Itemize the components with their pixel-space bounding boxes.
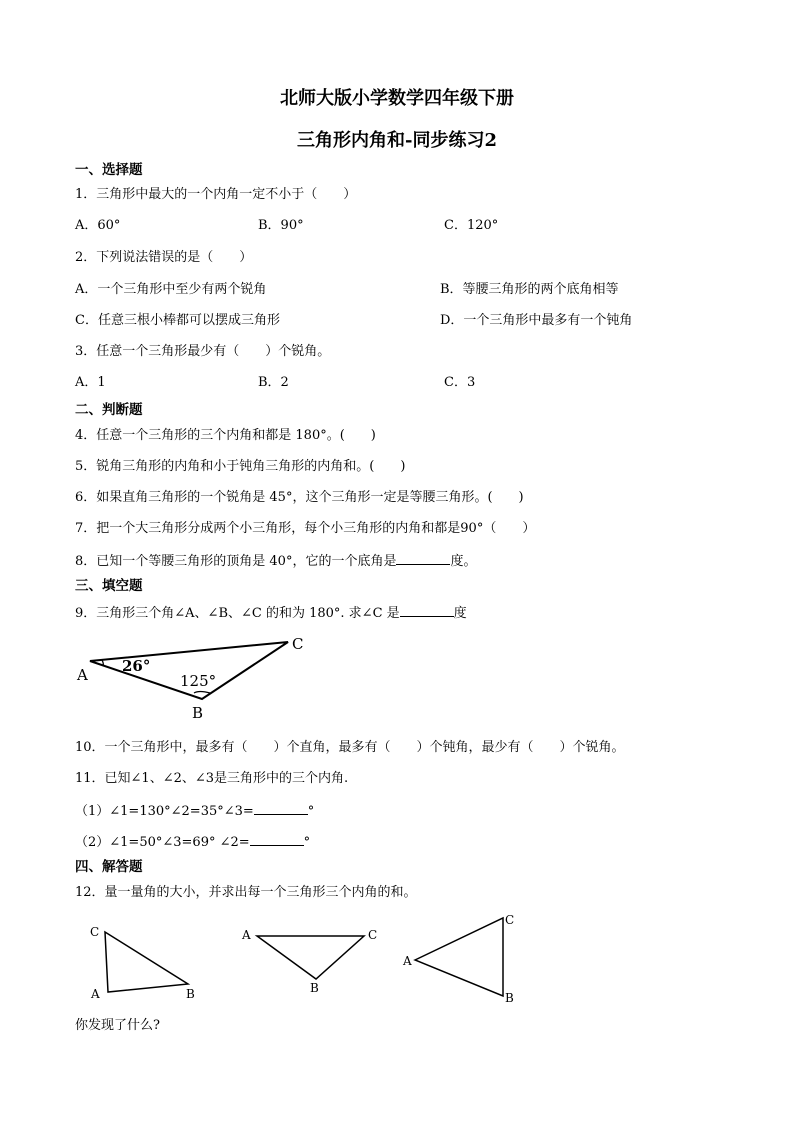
q8 [75,552,476,570]
q12-t1-label-b: B [186,987,195,1001]
q9-triangle-figure [70,630,320,725]
section-choice: 一、选择题 [75,162,143,178]
q11-stem: 11．已知∠1、∠2、∠3是三角形中的三个内角. [75,771,349,786]
q11-part1 [75,802,314,820]
q12-t3-label-c: C [505,913,515,927]
q8-blank[interactable] [396,552,450,565]
q12-t3-label-b: B [505,991,514,1005]
q12-triangle-3 [415,918,503,996]
q11-part2-blank[interactable] [250,833,304,846]
q9-blank[interactable] [400,604,454,617]
q5: 5．锐角三角形的内角和小于钝角三角形的内角和。( ) [75,459,406,474]
q9 [75,604,467,622]
q2-option-d: D．一个三角形中最多有一个钝角 [440,313,633,328]
q12-t2-label-b: B [310,981,319,995]
q12-t1-label-c: C [90,925,100,939]
q1-option-c: C．120° [444,218,499,233]
q12-t3-label-a: A [403,954,412,968]
q1-stem: 1．三角形中最大的一个内角一定不小于（ ） [75,187,357,202]
q9-label-c: C [292,635,304,653]
q4: 4．任意一个三角形的三个内角和都是 180°。( ) [75,428,376,443]
section-judge: 二、判断题 [75,402,143,418]
q12-triangle-1 [105,932,188,992]
q12-t2-label-c: C [368,928,378,942]
q11-part1-blank[interactable] [254,802,308,815]
q9-angle-b-label: 125° [180,672,217,690]
q10: 10．一个三角形中，最多有（ ）个直角，最多有（ ）个钝角，最少有（ ）个锐角。 [75,740,625,755]
q11-part1-text: （1）∠1=130°∠2=35°∠3= [75,804,254,819]
q9-text: 9．三角形三个角∠A、∠B、∠C 的和为 180°. 求∠C 是 [75,606,400,621]
q12-stem: 12．量一量角的大小，并求出每一个三角形三个内角的和。 [75,885,417,900]
q8-unit: 度。 [450,554,477,569]
doc-title: 北师大版小学数学四年级下册 [280,88,514,109]
q9-angle-b-arc [194,692,210,694]
section-solve: 四、解答题 [75,859,143,875]
q9-angle-a-label: 26° [122,657,151,675]
q9-label-b: B [192,704,204,722]
q2-option-a: A．一个三角形中至少有两个锐角 [75,282,267,297]
q12-t1-label-a: A [91,987,100,1001]
q3-stem: 3．任意一个三角形最少有（ ）个锐角。 [75,344,331,359]
q11-part2-text: （2）∠1=50°∠3=69° ∠2= [75,835,250,850]
q11-part2 [75,833,310,851]
q2-option-c: C．任意三根小棒都可以摆成三角形 [75,313,280,328]
q12-t2-label-a: A [242,928,251,942]
q1-option-b: B．90° [258,218,304,233]
q9-triangle [90,642,288,699]
q11-part2-unit: ° [303,835,311,850]
q2-option-b: B．等腰三角形的两个底角相等 [440,282,619,297]
question-end: 你发现了什么? [75,1018,160,1033]
q3-option-b: B．2 [258,375,289,390]
q7: 7．把一个大三角形分成两个小三角形，每个小三角形的内角和都是90°（ ） [75,521,536,536]
doc-subtitle: 三角形内角和-同步练习2 [297,130,497,151]
q11-part1-unit: ° [307,804,315,819]
section-fill: 三、填空题 [75,578,143,594]
q9-unit: 度 [453,606,467,621]
q3-option-a: A．1 [75,375,106,390]
q9-label-a: A [77,666,88,684]
q2-stem: 2．下列说法错误的是（ ） [75,250,253,265]
q12-triangles-figure [80,910,540,1010]
q8-text: 8．已知一个等腰三角形的顶角是 40°，它的一个底角是 [75,554,397,569]
q12-triangle-2 [257,936,364,979]
q6: 6．如果直角三角形的一个锐角是 45°，这个三角形一定是等腰三角形。( ) [75,490,524,505]
q3-option-c: C．3 [444,375,476,390]
q1-option-a: A．60° [75,218,121,233]
